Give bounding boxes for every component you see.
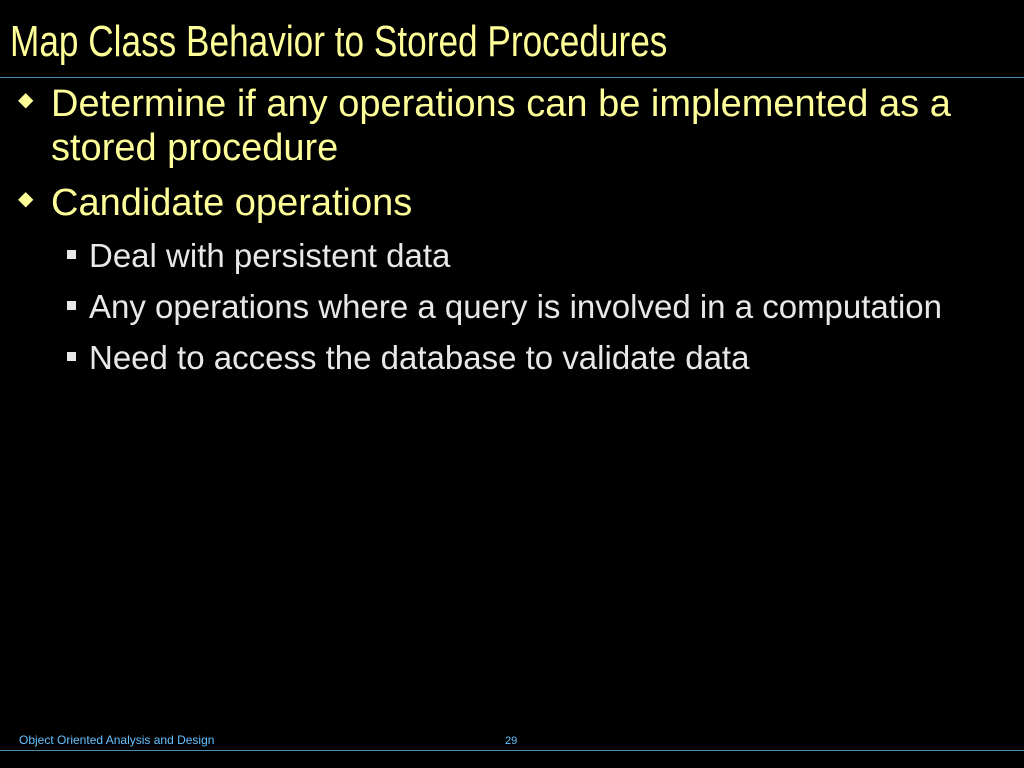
sub-bullet-text: Need to access the database to validate data <box>89 339 750 376</box>
diamond-bullet-icon: ◆ <box>18 89 34 111</box>
slide-body <box>0 82 1024 389</box>
bullet-text: Candidate operations <box>51 182 413 224</box>
bullet-text: Determine if any operations can be implemented as a stored procedure <box>51 83 951 169</box>
sub-bullet-text: Any operations where a query is involved in a computation <box>89 288 942 325</box>
footer-course-title: Object Oriented Analysis and Design <box>19 733 215 747</box>
diamond-bullet-icon: ◆ <box>18 188 34 210</box>
sub-bullet-text: Deal with persistent data <box>89 237 451 274</box>
slide-number: 29 <box>505 735 518 747</box>
footer-divider <box>0 750 1024 751</box>
slide-title: Map Class Behavior to Stored Procedures <box>10 17 668 66</box>
square-bullet-icon <box>67 250 76 259</box>
square-bullet-icon <box>67 352 76 361</box>
title-divider <box>0 77 1024 78</box>
sub-bullet-item <box>0 287 1024 327</box>
bullet-item <box>0 82 1024 170</box>
sub-bullet-item <box>0 338 1024 378</box>
sub-bullet-item <box>0 236 1024 276</box>
square-bullet-icon <box>67 301 76 310</box>
bullet-item <box>0 181 1024 225</box>
